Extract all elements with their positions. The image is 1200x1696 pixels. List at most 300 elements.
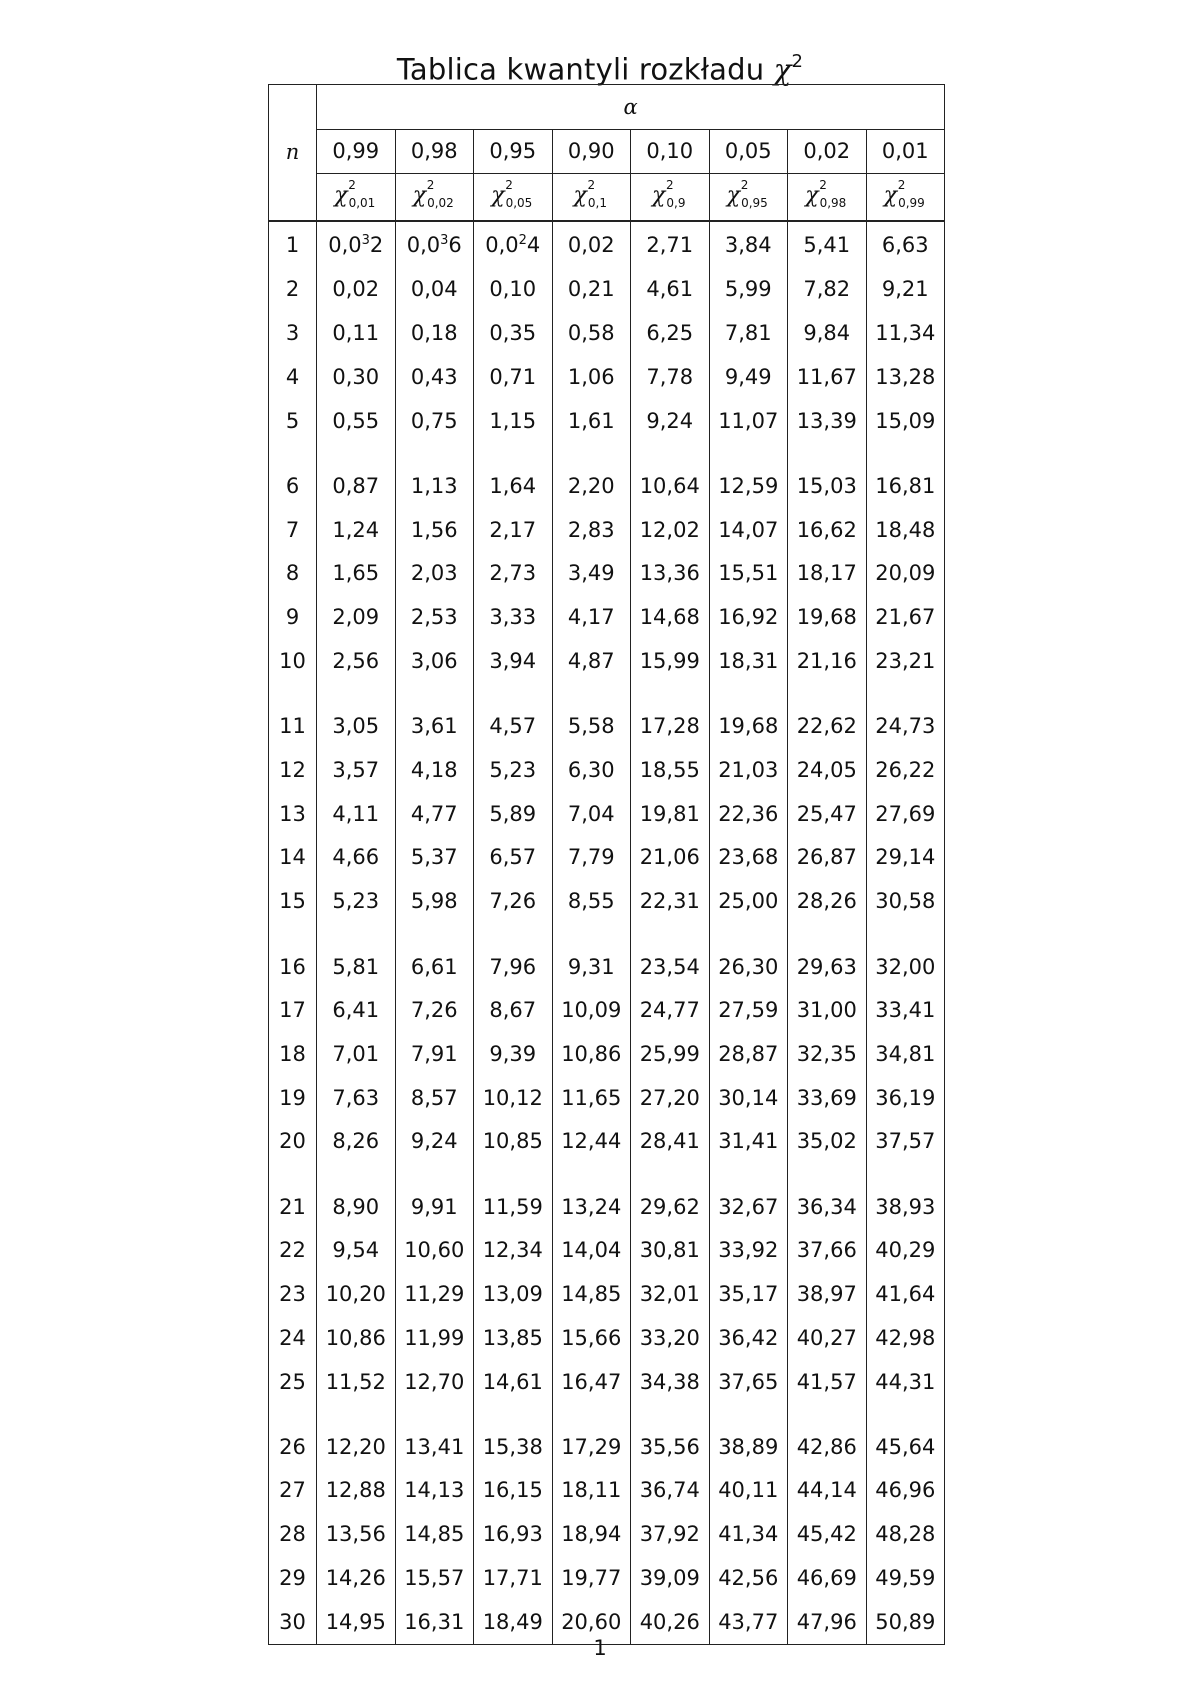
value-exponent: 3	[440, 233, 449, 248]
quantile-value-cell: 42,98	[866, 1316, 945, 1360]
chi-symbol: χ	[883, 183, 898, 208]
alpha-level-cell: 0,90	[552, 130, 631, 174]
alpha-level-cell: 0,99	[317, 130, 396, 174]
quantile-value-cell: 7,82	[788, 268, 867, 312]
quantile-value-cell: 24,05	[788, 748, 867, 792]
table-row	[269, 1120, 945, 1164]
quantile-value-cell: 1,15	[474, 399, 553, 443]
quantile-value-cell: 46,69	[788, 1557, 867, 1601]
quantile-value-cell: 5,23	[474, 748, 553, 792]
quantile-value-cell: 18,31	[709, 640, 788, 684]
quantile-value-cell: 11,52	[317, 1360, 396, 1404]
value-exponent: 2	[518, 233, 527, 248]
quantile-value-cell: 11,34	[866, 312, 945, 356]
quantile-header-cell	[788, 174, 867, 222]
quantile-value-cell: 9,31	[552, 924, 631, 989]
quantile-value-cell: 36,74	[631, 1469, 710, 1513]
quantile-value-cell: 15,99	[631, 640, 710, 684]
quantile-header-cell	[395, 174, 474, 222]
table-row	[269, 443, 945, 508]
page-title-text: Tablica kwantyli rozkładu	[396, 52, 765, 87]
quantile-value-cell: 35,17	[709, 1273, 788, 1317]
quantile-value-cell: 26,22	[866, 748, 945, 792]
quantile-value-cell: 7,96	[474, 924, 553, 989]
quantile-value-cell: 1,13	[395, 443, 474, 508]
quantile-value-cell: 14,85	[552, 1273, 631, 1317]
quantile-value-cell: 1,61	[552, 399, 631, 443]
degrees-of-freedom-cell: 27	[269, 1469, 317, 1513]
quantile-subscript: 0,02	[427, 196, 454, 210]
quantile-value-cell: 41,64	[866, 1273, 945, 1317]
quantile-value-cell: 19,81	[631, 792, 710, 836]
page-title-exponent: 2	[791, 51, 804, 72]
quantile-value-cell: 0,35	[474, 312, 553, 356]
table-row	[269, 1273, 945, 1317]
quantile-value-cell: 30,58	[866, 880, 945, 924]
table-row	[269, 989, 945, 1033]
alpha-level-cell: 0,98	[395, 130, 474, 174]
quantile-value-cell: 13,36	[631, 552, 710, 596]
quantile-value-cell: 14,85	[395, 1513, 474, 1557]
quantile-value-cell: 15,09	[866, 399, 945, 443]
quantile-subscript: 0,98	[819, 196, 847, 210]
quantile-value-cell: 22,31	[631, 880, 710, 924]
quantile-value-cell: 10,60	[395, 1229, 474, 1273]
quantile-value-cell: 3,84	[709, 221, 788, 268]
quantile-value-cell: 36,19	[866, 1076, 945, 1120]
table-row	[269, 1076, 945, 1120]
quantile-value-cell: 6,25	[631, 312, 710, 356]
chi-symbol: χ	[805, 183, 819, 208]
quantile-value-cell: 13,09	[474, 1273, 553, 1317]
quantile-value-cell: 24,73	[866, 683, 945, 748]
quantile-value-cell: 1,64	[474, 443, 553, 508]
quantile-value-cell: 21,16	[788, 640, 867, 684]
quantile-value-cell: 11,07	[709, 399, 788, 443]
quantile-value-cell: 6,41	[317, 989, 396, 1033]
table-row	[269, 1360, 945, 1404]
quantile-value-cell: 38,93	[866, 1164, 945, 1229]
table-row	[269, 924, 945, 989]
quantile-value-cell: 23,21	[866, 640, 945, 684]
table-row	[269, 221, 945, 268]
quantile-value-cell: 33,92	[709, 1229, 788, 1273]
quantile-value-cell: 3,94	[474, 640, 553, 684]
table-row	[269, 1229, 945, 1273]
quantile-value-cell: 5,37	[395, 836, 474, 880]
quantile-value-cell: 0,75	[395, 399, 474, 443]
table-row	[269, 1557, 945, 1601]
quantile-value-cell: 18,48	[866, 508, 945, 552]
quantile-value-cell: 30,14	[709, 1076, 788, 1120]
degrees-of-freedom-cell: 14	[269, 836, 317, 880]
quantile-value-cell: 19,77	[552, 1557, 631, 1601]
quantile-value-cell: 25,99	[631, 1032, 710, 1076]
quantile-value-cell: 0,30	[317, 356, 396, 400]
page-number: 1	[593, 1636, 607, 1660]
quantile-value-cell: 5,98	[395, 880, 474, 924]
quantile-value-cell: 8,90	[317, 1164, 396, 1229]
quantile-value-cell: 6,57	[474, 836, 553, 880]
quantile-value-cell: 42,86	[788, 1404, 867, 1469]
chi-symbol: χ	[652, 183, 666, 208]
quantile-value-cell: 2,53	[395, 596, 474, 640]
chi-square-quantile-table	[268, 84, 945, 1645]
alpha-level-cell: 0,10	[631, 130, 710, 174]
quantile-value-cell: 40,27	[788, 1316, 867, 1360]
quantile-value-cell: 7,78	[631, 356, 710, 400]
quantile-value-cell: 30,81	[631, 1229, 710, 1273]
quantile-value-cell: 25,00	[709, 880, 788, 924]
table-row	[269, 1316, 945, 1360]
quantile-value-cell: 15,51	[709, 552, 788, 596]
quantile-value-cell: 14,95	[317, 1600, 396, 1644]
quantile-value-cell: 25,47	[788, 792, 867, 836]
quantile-value-cell: 18,17	[788, 552, 867, 596]
quantile-value-cell: 5,99	[709, 268, 788, 312]
quantile-value-cell: 43,77	[709, 1600, 788, 1644]
page-title-chi-symbol: χ	[773, 52, 792, 87]
quantile-exponent: 2	[348, 178, 356, 192]
degrees-of-freedom-cell: 7	[269, 508, 317, 552]
quantile-exponent: 2	[505, 178, 513, 192]
quantile-subscript: 0,99	[898, 196, 925, 210]
degrees-of-freedom-cell: 30	[269, 1600, 317, 1644]
quantile-value-cell: 47,96	[788, 1600, 867, 1644]
quantile-value-cell: 9,24	[395, 1120, 474, 1164]
quantile-value-cell: 9,84	[788, 312, 867, 356]
quantile-value-cell: 0,21	[552, 268, 631, 312]
chi-symbol: χ	[573, 183, 587, 208]
quantile-value-cell: 13,85	[474, 1316, 553, 1360]
quantile-value-cell: 2,71	[631, 221, 710, 268]
quantile-value-cell: 23,68	[709, 836, 788, 880]
quantile-value-cell: 49,59	[866, 1557, 945, 1601]
quantile-value-cell: 14,07	[709, 508, 788, 552]
quantile-value-cell: 1,06	[552, 356, 631, 400]
table-row	[269, 1164, 945, 1229]
quantile-value-cell: 4,61	[631, 268, 710, 312]
chi-symbol: χ	[334, 183, 348, 208]
degrees-of-freedom-cell: 17	[269, 989, 317, 1033]
quantile-value-cell: 10,09	[552, 989, 631, 1033]
quantile-value-cell: 12,70	[395, 1360, 474, 1404]
degrees-of-freedom-cell: 26	[269, 1404, 317, 1469]
quantile-exponent: 2	[897, 178, 906, 192]
degrees-of-freedom-cell: 29	[269, 1557, 317, 1601]
quantile-value-cell: 11,99	[395, 1316, 474, 1360]
quantile-value-cell: 23,54	[631, 924, 710, 989]
alpha-symbol: α	[623, 94, 638, 119]
quantile-value-cell	[395, 221, 474, 268]
quantile-value-cell: 3,61	[395, 683, 474, 748]
quantile-value-cell: 40,11	[709, 1469, 788, 1513]
quantile-value-cell: 0,55	[317, 399, 396, 443]
quantile-value-cell: 32,01	[631, 1273, 710, 1317]
degrees-of-freedom-cell: 3	[269, 312, 317, 356]
quantile-value-cell: 7,91	[395, 1032, 474, 1076]
quantile-value-cell: 20,60	[552, 1600, 631, 1644]
quantile-value-cell: 12,44	[552, 1120, 631, 1164]
quantile-value-cell: 10,64	[631, 443, 710, 508]
quantile-value-cell: 2,73	[474, 552, 553, 596]
quantile-value-cell: 26,87	[788, 836, 867, 880]
quantile-value-cell: 16,47	[552, 1360, 631, 1404]
degrees-of-freedom-cell: 22	[269, 1229, 317, 1273]
quantile-value-cell: 9,39	[474, 1032, 553, 1076]
quantile-value-cell: 26,30	[709, 924, 788, 989]
quantile-value-cell	[474, 221, 553, 268]
quantile-value-cell: 3,33	[474, 596, 553, 640]
quantile-value-cell: 14,68	[631, 596, 710, 640]
degrees-of-freedom-cell: 23	[269, 1273, 317, 1317]
table-row	[269, 508, 945, 552]
degrees-of-freedom-cell: 10	[269, 640, 317, 684]
quantile-value-cell: 15,66	[552, 1316, 631, 1360]
quantile-value-cell: 14,26	[317, 1557, 396, 1601]
quantile-value-cell: 5,81	[317, 924, 396, 989]
quantile-value-cell: 5,58	[552, 683, 631, 748]
quantile-value-cell: 2,09	[317, 596, 396, 640]
quantile-value-cell: 7,26	[474, 880, 553, 924]
quantile-value-cell: 19,68	[709, 683, 788, 748]
quantile-value-cell: 19,68	[788, 596, 867, 640]
alpha-header	[317, 85, 945, 130]
degrees-of-freedom-cell: 16	[269, 924, 317, 989]
quantile-value-cell: 9,49	[709, 356, 788, 400]
quantile-value-cell: 28,87	[709, 1032, 788, 1076]
quantile-value-cell: 32,00	[866, 924, 945, 989]
degrees-of-freedom-cell: 13	[269, 792, 317, 836]
quantile-value-cell: 29,63	[788, 924, 867, 989]
degrees-of-freedom-cell: 20	[269, 1120, 317, 1164]
quantile-value-cell: 27,59	[709, 989, 788, 1033]
quantile-value-cell: 29,14	[866, 836, 945, 880]
quantile-value-cell: 0,87	[317, 443, 396, 508]
quantile-exponent: 2	[666, 178, 674, 192]
quantile-value-cell: 0,18	[395, 312, 474, 356]
quantile-subscript: 0,9	[666, 196, 686, 210]
quantile-value-cell: 48,28	[866, 1513, 945, 1557]
degrees-of-freedom-cell: 6	[269, 443, 317, 508]
quantile-value-cell: 14,04	[552, 1229, 631, 1273]
quantile-value-cell: 0,11	[317, 312, 396, 356]
quantile-value-cell: 11,59	[474, 1164, 553, 1229]
quantile-value-cell: 5,89	[474, 792, 553, 836]
quantile-value-cell: 41,57	[788, 1360, 867, 1404]
quantile-value-cell: 10,86	[552, 1032, 631, 1076]
quantile-value-cell	[317, 221, 396, 268]
value-tail: 6	[448, 233, 462, 257]
quantile-value-cell: 4,11	[317, 792, 396, 836]
quantile-value-cell: 33,41	[866, 989, 945, 1033]
quantile-value-cell: 32,67	[709, 1164, 788, 1229]
quantile-value-cell: 21,06	[631, 836, 710, 880]
degrees-of-freedom-cell: 21	[269, 1164, 317, 1229]
quantile-value-cell: 15,03	[788, 443, 867, 508]
quantile-value-cell: 2,17	[474, 508, 553, 552]
quantile-value-cell: 46,96	[866, 1469, 945, 1513]
quantile-value-cell: 45,64	[866, 1404, 945, 1469]
quantile-value-cell: 0,71	[474, 356, 553, 400]
value-base: 0,0	[485, 233, 519, 257]
quantile-value-cell: 45,42	[788, 1513, 867, 1557]
quantile-value-cell: 8,67	[474, 989, 553, 1033]
quantile-value-cell: 33,20	[631, 1316, 710, 1360]
quantile-value-cell: 22,36	[709, 792, 788, 836]
table-row	[269, 552, 945, 596]
quantile-subscript: 0,1	[587, 196, 607, 210]
quantile-value-cell: 11,67	[788, 356, 867, 400]
quantile-value-cell: 12,02	[631, 508, 710, 552]
quantile-value-cell: 13,24	[552, 1164, 631, 1229]
quantile-value-cell: 20,09	[866, 552, 945, 596]
quantile-value-cell: 4,17	[552, 596, 631, 640]
quantile-header-cell	[866, 174, 945, 222]
degrees-of-freedom-cell: 5	[269, 399, 317, 443]
quantile-value-cell: 9,24	[631, 399, 710, 443]
quantile-value-cell: 1,56	[395, 508, 474, 552]
quantile-value-cell: 8,26	[317, 1120, 396, 1164]
quantile-exponent: 2	[819, 178, 827, 192]
table-row	[269, 880, 945, 924]
quantile-value-cell: 0,02	[552, 221, 631, 268]
quantile-value-cell: 14,13	[395, 1469, 474, 1513]
quantile-subscript: 0,01	[348, 196, 376, 210]
n-header: n	[269, 85, 317, 222]
alpha-level-cell: 0,05	[709, 130, 788, 174]
degrees-of-freedom-cell: 1	[269, 221, 317, 268]
quantile-value-cell: 16,31	[395, 1600, 474, 1644]
quantile-value-cell: 10,85	[474, 1120, 553, 1164]
table-row	[269, 836, 945, 880]
quantile-value-cell: 7,63	[317, 1076, 396, 1120]
quantile-value-cell: 13,41	[395, 1404, 474, 1469]
quantile-value-cell: 37,65	[709, 1360, 788, 1404]
chi-symbol: χ	[491, 183, 505, 208]
quantile-value-cell: 21,67	[866, 596, 945, 640]
degrees-of-freedom-cell: 24	[269, 1316, 317, 1360]
quantile-subscript: 0,95	[741, 196, 768, 210]
quantile-value-cell: 6,61	[395, 924, 474, 989]
table-row	[269, 683, 945, 748]
table-row	[269, 1032, 945, 1076]
quantile-value-cell: 36,34	[788, 1164, 867, 1229]
quantile-value-cell: 10,20	[317, 1273, 396, 1317]
quantile-value-cell: 9,54	[317, 1229, 396, 1273]
quantile-value-cell: 16,62	[788, 508, 867, 552]
quantile-value-cell: 10,12	[474, 1076, 553, 1120]
quantile-value-cell: 3,05	[317, 683, 396, 748]
quantile-value-cell: 8,57	[395, 1076, 474, 1120]
quantile-value-cell: 39,09	[631, 1557, 710, 1601]
quantile-value-cell: 3,06	[395, 640, 474, 684]
table-row	[269, 792, 945, 836]
degrees-of-freedom-cell: 19	[269, 1076, 317, 1120]
quantile-value-cell: 7,04	[552, 792, 631, 836]
quantile-value-cell: 44,14	[788, 1469, 867, 1513]
quantile-value-cell: 44,31	[866, 1360, 945, 1404]
quantile-exponent: 2	[740, 178, 749, 192]
quantile-header-cell	[709, 174, 788, 222]
table-row	[269, 596, 945, 640]
quantile-value-cell: 35,02	[788, 1120, 867, 1164]
quantile-value-cell: 34,38	[631, 1360, 710, 1404]
quantile-value-cell: 17,71	[474, 1557, 553, 1601]
header-alpha-row	[269, 85, 945, 130]
value-base: 0,0	[328, 233, 362, 257]
quantile-value-cell: 18,11	[552, 1469, 631, 1513]
degrees-of-freedom-cell: 9	[269, 596, 317, 640]
quantile-value-cell: 4,18	[395, 748, 474, 792]
quantile-value-cell: 0,58	[552, 312, 631, 356]
quantile-value-cell: 40,26	[631, 1600, 710, 1644]
quantile-value-cell: 16,81	[866, 443, 945, 508]
quantile-value-cell: 40,29	[866, 1229, 945, 1273]
quantile-value-cell: 2,83	[552, 508, 631, 552]
degrees-of-freedom-cell: 25	[269, 1360, 317, 1404]
value-tail: 4	[526, 233, 541, 257]
degrees-of-freedom-cell: 4	[269, 356, 317, 400]
quantile-value-cell: 35,56	[631, 1404, 710, 1469]
alpha-level-cell: 0,02	[788, 130, 867, 174]
table-row	[269, 748, 945, 792]
quantile-exponent: 2	[587, 178, 596, 192]
quantile-value-cell: 2,20	[552, 443, 631, 508]
quantile-value-cell: 4,57	[474, 683, 553, 748]
value-tail: 2	[369, 233, 384, 257]
quantile-value-cell: 5,23	[317, 880, 396, 924]
quantile-exponent: 2	[426, 178, 435, 192]
quantile-value-cell: 12,59	[709, 443, 788, 508]
quantile-value-cell: 13,39	[788, 399, 867, 443]
quantile-value-cell: 3,57	[317, 748, 396, 792]
alpha-level-cell: 0,95	[474, 130, 553, 174]
quantile-header-cell	[474, 174, 553, 222]
quantile-value-cell: 32,35	[788, 1032, 867, 1076]
quantile-value-cell: 4,87	[552, 640, 631, 684]
quantile-value-cell: 6,30	[552, 748, 631, 792]
quantile-value-cell: 0,43	[395, 356, 474, 400]
quantile-value-cell: 41,34	[709, 1513, 788, 1557]
quantile-value-cell: 38,97	[788, 1273, 867, 1317]
quantile-value-cell: 21,03	[709, 748, 788, 792]
quantile-value-cell: 16,15	[474, 1469, 553, 1513]
quantile-value-cell: 12,20	[317, 1404, 396, 1469]
quantile-value-cell: 7,01	[317, 1032, 396, 1076]
quantile-value-cell: 10,86	[317, 1316, 396, 1360]
quantile-value-cell: 42,56	[709, 1557, 788, 1601]
quantile-value-cell: 13,28	[866, 356, 945, 400]
chi-symbol: χ	[726, 183, 741, 208]
quantile-value-cell: 1,24	[317, 508, 396, 552]
header-alpha-levels-row	[269, 130, 945, 174]
quantile-value-cell: 27,20	[631, 1076, 710, 1120]
quantile-value-cell: 29,62	[631, 1164, 710, 1229]
quantile-value-cell: 50,89	[866, 1600, 945, 1644]
quantile-value-cell: 1,65	[317, 552, 396, 596]
quantile-value-cell: 15,57	[395, 1557, 474, 1601]
quantile-value-cell: 18,49	[474, 1600, 553, 1644]
quantile-value-cell: 4,77	[395, 792, 474, 836]
quantile-value-cell: 36,42	[709, 1316, 788, 1360]
quantile-value-cell: 31,00	[788, 989, 867, 1033]
chi-symbol: χ	[412, 183, 427, 208]
quantile-value-cell: 24,77	[631, 989, 710, 1033]
quantile-value-cell: 28,41	[631, 1120, 710, 1164]
quantile-value-cell: 22,62	[788, 683, 867, 748]
table-row	[269, 356, 945, 400]
